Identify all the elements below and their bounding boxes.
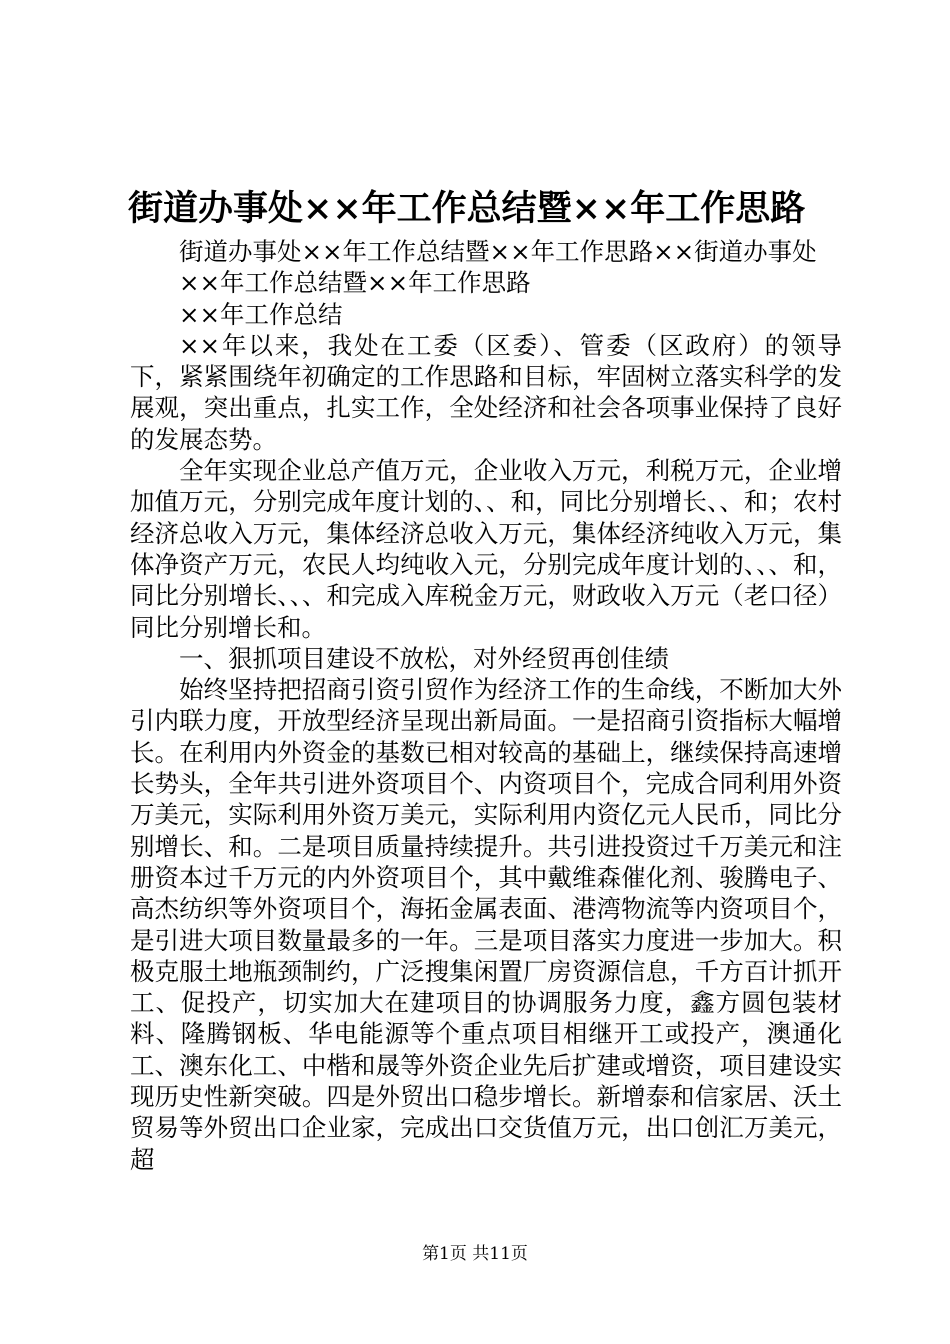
section-heading: 一、狠抓项目建设不放松，对外经贸再创佳绩 (179, 643, 669, 673)
paragraph: 始终坚持把招商引资引贸作为经济工作的生命线，不断加大外引内联力度，开放型经济呈现出新局面。一是招商引资指标大幅增长。在利用内外资金的基数已相对较高的基础上，继续保持高速增长势头，全年共引进外资项目个、内资项目个，完成合同利用外资万美元，实际利用外资万美元，实际利用内资亿元人民币，同比分别增长、和。二是项目质量持续提升。共引进投资过千万美元和注册资本过千万元的内外资项目个，其中戴维森催化剂、骏腾电子、高杰纺织等外资项目个，海拓金属表面、港湾物流等内资项目个，是引进大项目数量最多的一年。三是项目落实力度进一步加大。积极克服土地瓶颈制约，广泛搜集闲置厂房资源信息，千方百计抓开工、促投产，切实加大在建项目的协调服务力度，鑫方圆包装材料、隆腾钢板、华电能源等个重点项目相继开工或投产，澳通化工、澳东化工、中楷和晟等外资企业先后扩建或增资，项目建设实现历史性新突破。四是外贸出口稳步增长。新增泰和信家居、沃土贸易等外贸出口企业家，完成出口交货值万元，出口创汇万美元，超 (130, 675, 842, 1174)
paragraph: ××年以来，我处在工委（区委）、管委（区政府）的领导下，紧紧围绕年初确定的工作思路和目标，牢固树立落实科学的发展观，突出重点，扎实工作，全处经济和社会各项事业保持了良好的发展态势。 (130, 330, 842, 454)
paragraph: 全年实现企业总产值万元，企业收入万元，利税万元，企业增加值万元，分别完成年度计划的、、和，同比分别增长、、和；农村经济总收入万元，集体经济总收入万元，集体经济纯收入万元，集体净资产万元，农民人均纯收入元，分别完成年度计划的、、、和，同比分别增长、、、和完成入库税金万元，财政收入万元（老口径）同比分别增长和。 (130, 456, 842, 642)
document-body (130, 236, 842, 1175)
document-title: 街道办事处××年工作总结暨××年工作思路 (128, 188, 806, 229)
paragraph: ××年工作总结暨××年工作思路 (179, 268, 531, 298)
paragraph: 街道办事处××年工作总结暨××年工作思路××街道办事处 (179, 237, 817, 266)
paragraph: ××年工作总结 (179, 299, 343, 329)
page-footer: 第1页 共11页 (422, 1244, 528, 1264)
